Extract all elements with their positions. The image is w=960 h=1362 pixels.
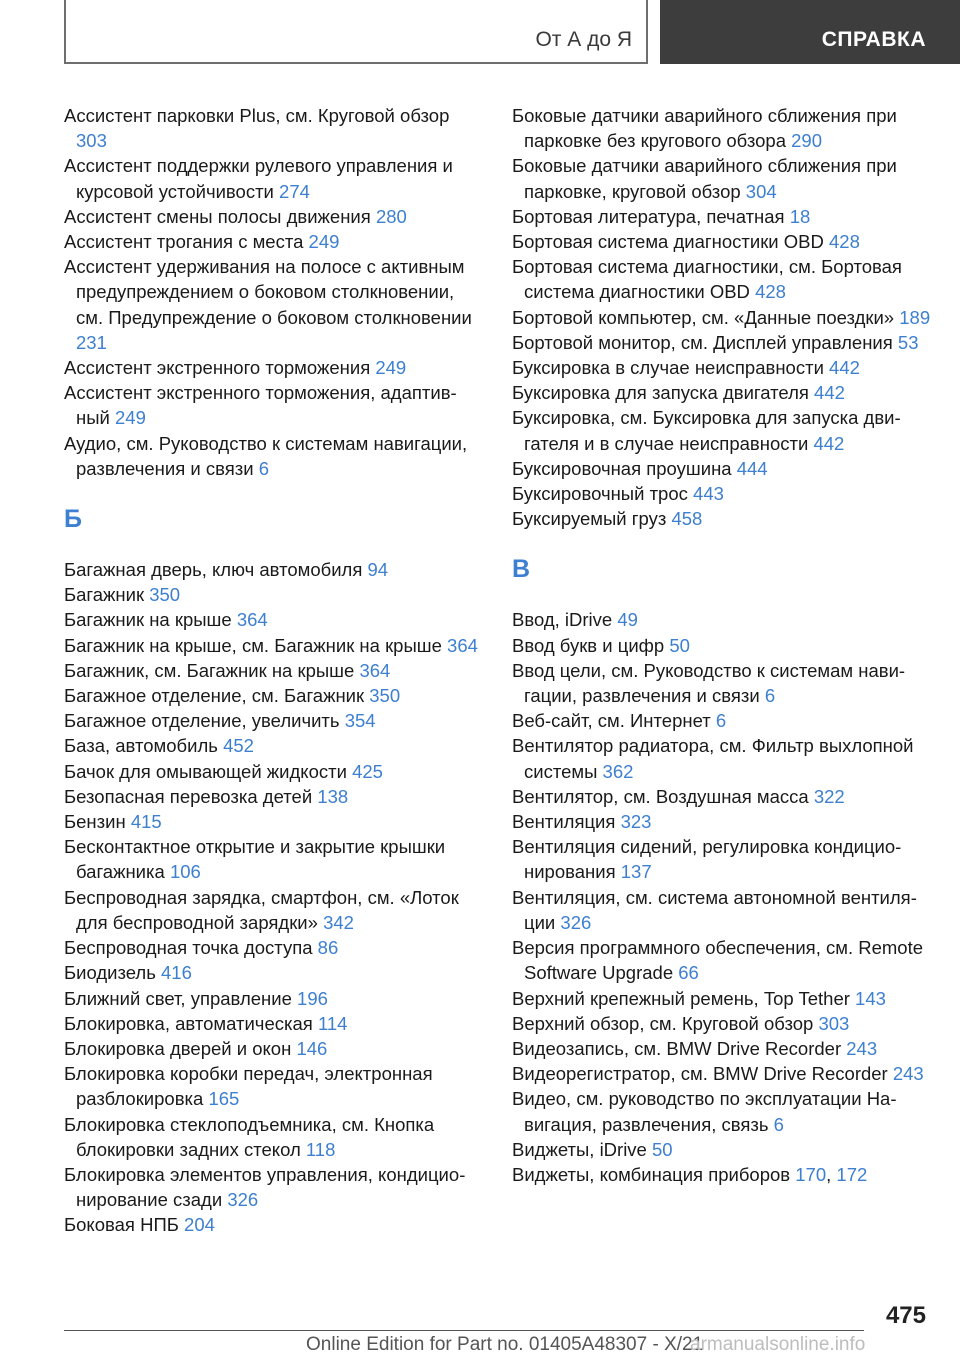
index-entry-text: Беспроводная зарядка, смартфон, см. «Лоток для беспроводной зарядки» (64, 886, 459, 933)
index-letter-heading: В (512, 555, 531, 584)
page-link[interactable]: 18 (789, 205, 811, 227)
index-entry-text: Ассистент экстренного торможения, адаптивный (64, 382, 457, 429)
index-entry-text: Боковые датчики аварийного сближения при парковке, круговой обзор (512, 155, 897, 202)
index-entry-text: Ввод букв и цифр (512, 634, 665, 656)
index-entry-text: Ввод, iDrive (512, 609, 613, 631)
index-entry (512, 607, 932, 632)
page-link[interactable]: 362 (602, 760, 634, 782)
page-link[interactable]: 350 (149, 584, 181, 606)
index-entry-text: Буксировка, см. Буксировка для запуска двигателя и в случае неисправности (512, 407, 901, 454)
page-link[interactable]: 118 (305, 1138, 336, 1160)
page-link[interactable]: 243 (846, 1037, 878, 1059)
index-entry (512, 885, 932, 935)
page-link[interactable]: 442 (814, 382, 845, 404)
index-entry (512, 708, 932, 733)
index-entry (64, 204, 484, 229)
page-link[interactable]: 6 (764, 685, 776, 707)
index-entry (64, 733, 484, 758)
index-entry-text: Блокировка, автоматическая (64, 1012, 313, 1034)
index-entry-text: Бортовой монитор, см. Дисплей управления (512, 331, 893, 353)
index-entry-text: Багажник на крыше, см. Багажник на крыше (64, 634, 442, 656)
index-entry (512, 1162, 932, 1187)
index-entry-text: Ассистент поддержки рулевого управления и курсовой устойчивости (64, 155, 453, 202)
index-entry (512, 834, 932, 884)
index-entry (64, 355, 484, 380)
page-link[interactable]: 6 (258, 457, 269, 479)
index-entry (512, 658, 932, 708)
index-entry (64, 683, 484, 708)
index-entry (64, 1036, 484, 1061)
index-entry-text: Ассистент удерживания на полосе с активным предупреждением о боковом столкновении, см. Предупреждение о боковом столкновении (64, 256, 472, 328)
index-entry (64, 1061, 484, 1111)
index-entry-text: Багажник на крыше (64, 609, 232, 631)
index-entry-text: Багажное отделение, увеличить (64, 710, 340, 732)
page-link[interactable]: 137 (620, 861, 652, 883)
index-entry-text: Бортовая литература, печатная (512, 205, 785, 227)
index-entry (64, 431, 484, 481)
index-entry (512, 153, 932, 203)
index-entry (512, 330, 932, 355)
index-entry-text: Бачок для омывающей жидкости (64, 760, 347, 782)
index-entry-text: Багажник (64, 584, 145, 606)
index-entry (512, 935, 932, 985)
page-link[interactable]: 50 (669, 634, 690, 656)
index-entry-text: Ассистент смены полосы движения (64, 205, 371, 227)
index-entry-text: Буксировка для запуска двигателя (512, 382, 809, 404)
index-entry-text: Буксировка в случае неисправности (512, 357, 824, 379)
index-entry (512, 229, 932, 254)
index-column-right (512, 103, 932, 1187)
index-entry-text: Видеорегистратор, см. BMW Drive Recorder (512, 1063, 888, 1085)
index-entry (64, 708, 484, 733)
index-entry (512, 1086, 932, 1136)
index-entry (512, 633, 932, 658)
index-entry-text: Версия программного обеспечения, см. Remote Software Upgrade (512, 937, 924, 984)
watermark: armanualsonline.info (690, 1334, 866, 1355)
index-entry (512, 1036, 932, 1061)
index-entry-text: Верхний обзор, см. Круговой обзор (512, 1012, 814, 1034)
page-link[interactable]: 364 (447, 634, 478, 656)
index-entry (64, 986, 484, 1011)
section-title: От А до Я (535, 28, 632, 51)
page-link[interactable]: 249 (308, 231, 340, 253)
chapter-title: СПРАВКА (821, 28, 926, 51)
index-entry-text: Безопасная перевозка детей (64, 785, 313, 807)
page-link[interactable]: 323 (620, 811, 652, 833)
index-entry-text: Вентилятор радиатора, см. Фильтр выхлопной системы (512, 735, 914, 782)
page-link[interactable]: 350 (369, 685, 401, 707)
page-link[interactable]: 106 (169, 861, 201, 883)
index-entry-text: Бортовой компьютер, см. «Данные поездки» (512, 306, 895, 328)
index-entry (512, 733, 932, 783)
page-link[interactable]: 138 (317, 785, 349, 807)
page-link[interactable]: 6 (715, 710, 727, 732)
page-link[interactable]: 172 (836, 1163, 868, 1185)
index-entry-text: Бортовая система диагностики, см. Бортовая система диагностики OBD (512, 256, 902, 303)
page-link[interactable]: 416 (161, 962, 192, 984)
index-entry (64, 935, 484, 960)
page-link[interactable]: 196 (297, 987, 328, 1009)
index-entry-text: Ближний свет, управление (64, 987, 292, 1009)
page-link[interactable]: 49 (617, 609, 638, 631)
index-entry (64, 380, 484, 430)
index-entry (64, 254, 484, 355)
index-entry-text: Бортовая система диагностики OBD (512, 231, 824, 253)
index-entry (512, 103, 932, 153)
page-number: 475 (885, 1302, 926, 1329)
index-entry-text: Блокировка дверей и окон (64, 1037, 292, 1059)
index-entry (512, 405, 932, 455)
page-link[interactable]: 146 (296, 1037, 328, 1059)
index-entry-text: Багажник, см. Багажник на крыше (64, 659, 355, 681)
index-entry-text: Верхний крепежный ремень, Top Tether (512, 987, 850, 1009)
index-entry (64, 153, 484, 203)
index-entry-text: Беспроводная точка доступа (64, 937, 313, 959)
index-entry (512, 1061, 932, 1086)
page-link[interactable]: 303 (818, 1012, 850, 1034)
page-link[interactable]: 303 (76, 130, 107, 152)
page-link[interactable]: 354 (344, 710, 376, 732)
index-entry-text: Виджеты, комбинация приборов (512, 1163, 791, 1185)
footer-divider (64, 1330, 864, 1331)
index-entry-text: Багажная дверь, ключ автомобиля (64, 559, 363, 581)
page-link[interactable]: 290 (791, 130, 823, 152)
index-entry-text: Боковая НПБ (64, 1214, 179, 1236)
page-link[interactable]: 114 (317, 1012, 348, 1034)
index-entry-text: Вентилятор, см. Воздушная масса (512, 785, 809, 807)
index-entry (64, 229, 484, 254)
page-link[interactable]: 249 (375, 357, 407, 379)
edition-text: Online Edition for Part no. 01405A48307 - X/21 (306, 1334, 704, 1355)
page-link[interactable]: 304 (745, 180, 777, 202)
page-link[interactable]: 458 (671, 508, 703, 530)
page-link[interactable]: 444 (736, 457, 768, 479)
page-link[interactable]: 204 (184, 1214, 215, 1236)
page-link[interactable]: 243 (892, 1063, 924, 1085)
page-link[interactable]: 425 (352, 760, 383, 782)
page-link[interactable]: 326 (560, 911, 592, 933)
index-entry-text: Аудио, см. Руководство к системам навигации, развлечения и связи (64, 432, 468, 479)
index-entry-text: Блокировка коробки передач, электронная разблокировка (64, 1063, 433, 1110)
index-entry (512, 784, 932, 809)
index-entry (64, 582, 484, 607)
header-chapter-tab (660, 0, 960, 64)
header-section-tab (64, 0, 648, 64)
page-link[interactable]: 415 (130, 811, 162, 833)
index-entry (512, 1011, 932, 1036)
index-entry (512, 305, 932, 330)
index-entry (512, 355, 932, 380)
index-entry (64, 960, 484, 985)
index-entry (64, 103, 484, 153)
index-entry (512, 456, 932, 481)
page-link[interactable]: 274 (279, 180, 310, 202)
page-link[interactable]: 249 (115, 407, 146, 429)
index-letter-heading: Б (64, 505, 82, 534)
index-entry (64, 607, 484, 632)
page-link[interactable]: 94 (367, 559, 389, 581)
index-entry (64, 1011, 484, 1036)
index-entry (64, 1112, 484, 1162)
index-entry-text: Буксируемый груз (512, 508, 667, 530)
index-entry-text: Веб-сайт, см. Интернет (512, 710, 711, 732)
page-link[interactable]: 86 (317, 937, 339, 959)
index-entry-text: Бензин (64, 811, 126, 833)
page-link[interactable]: 170 (795, 1163, 827, 1185)
index-entry-text: Боковые датчики аварийного сближения при парковке без кругового обзора (512, 105, 897, 152)
index-entry-text: Ассистент трогания с места (64, 231, 304, 253)
index-column-left (64, 103, 484, 1238)
index-entry (64, 784, 484, 809)
page-link[interactable]: 189 (899, 306, 931, 328)
index-entry (512, 380, 932, 405)
index-entry (512, 809, 932, 834)
page-separator: , (826, 1163, 837, 1185)
index-entry-text: Багажное отделение, см. Багажник (64, 685, 365, 707)
index-entry-text: Видео, см. руководство по эксплуатации Навигация, развлечения, связь (512, 1088, 897, 1135)
page-link[interactable]: 443 (693, 483, 724, 505)
index-entry (512, 254, 932, 304)
index-entry (512, 1137, 932, 1162)
index-entry-text: Буксировочная проушина (512, 457, 732, 479)
index-entry-text: Биодизель (64, 962, 156, 984)
page-link[interactable]: 442 (829, 357, 860, 379)
page-link[interactable]: 6 (773, 1113, 784, 1135)
page-link[interactable]: 428 (829, 231, 860, 253)
index-entry (64, 759, 484, 784)
index-entry-text: Вентиляция сидений, регулировка кондиционирования (512, 836, 902, 883)
page-link[interactable]: 342 (323, 911, 354, 933)
page-link[interactable]: 428 (755, 281, 786, 303)
index-entry (512, 481, 932, 506)
index-entry-text: Видеозапись, см. BMW Drive Recorder (512, 1037, 842, 1059)
index-entry-text: Виджеты, iDrive (512, 1138, 647, 1160)
page-link[interactable]: 143 (855, 987, 886, 1009)
index-entry (64, 834, 484, 884)
index-entry-text: Вентиляция (512, 811, 616, 833)
index-entry (64, 658, 484, 683)
page-link[interactable]: 452 (223, 735, 254, 757)
page-link[interactable]: 231 (76, 331, 107, 353)
index-entry-text: Ассистент экстренного торможения (64, 357, 371, 379)
page-link[interactable]: 364 (236, 609, 268, 631)
index-entry (64, 557, 484, 582)
index-entry (64, 633, 484, 658)
index-entry (512, 986, 932, 1011)
page-link[interactable]: 364 (359, 659, 391, 681)
index-entry-text: Ввод цели, см. Руководство к системам навигации, развлечения и связи (512, 659, 906, 707)
page-link[interactable]: 66 (678, 962, 699, 984)
index-entry (64, 885, 484, 935)
page-link[interactable]: 322 (813, 785, 845, 807)
page-link[interactable]: 326 (227, 1189, 259, 1211)
index-entry-text: Вентиляция, см. система автономной вентиляции (512, 886, 917, 933)
page-link[interactable]: 280 (375, 205, 407, 227)
index-entry (64, 1162, 484, 1212)
index-entry-text: Бесконтактное открытие и закрытие крышки багажника (64, 836, 446, 883)
index-entry-text: Буксировочный трос (512, 483, 688, 505)
index-entry (64, 809, 484, 834)
index-entry (512, 506, 932, 531)
page-link[interactable]: 53 (897, 331, 919, 353)
index-entry-text: Блокировка стеклоподъемника, см. Кнопка блокировки задних стекол (64, 1113, 435, 1160)
page-link[interactable]: 165 (208, 1088, 240, 1110)
page-link[interactable]: 50 (652, 1138, 673, 1160)
index-entry-text: Блокировка элементов управления, кондиционирование сзади (64, 1163, 466, 1211)
index-entry-text: Ассистент парковки Plus, см. Круговой обзор (64, 105, 450, 126)
index-entry (64, 1212, 484, 1237)
index-entry (512, 204, 932, 229)
index-entry-text: База, автомобиль (64, 735, 218, 757)
page-link[interactable]: 442 (813, 432, 845, 454)
